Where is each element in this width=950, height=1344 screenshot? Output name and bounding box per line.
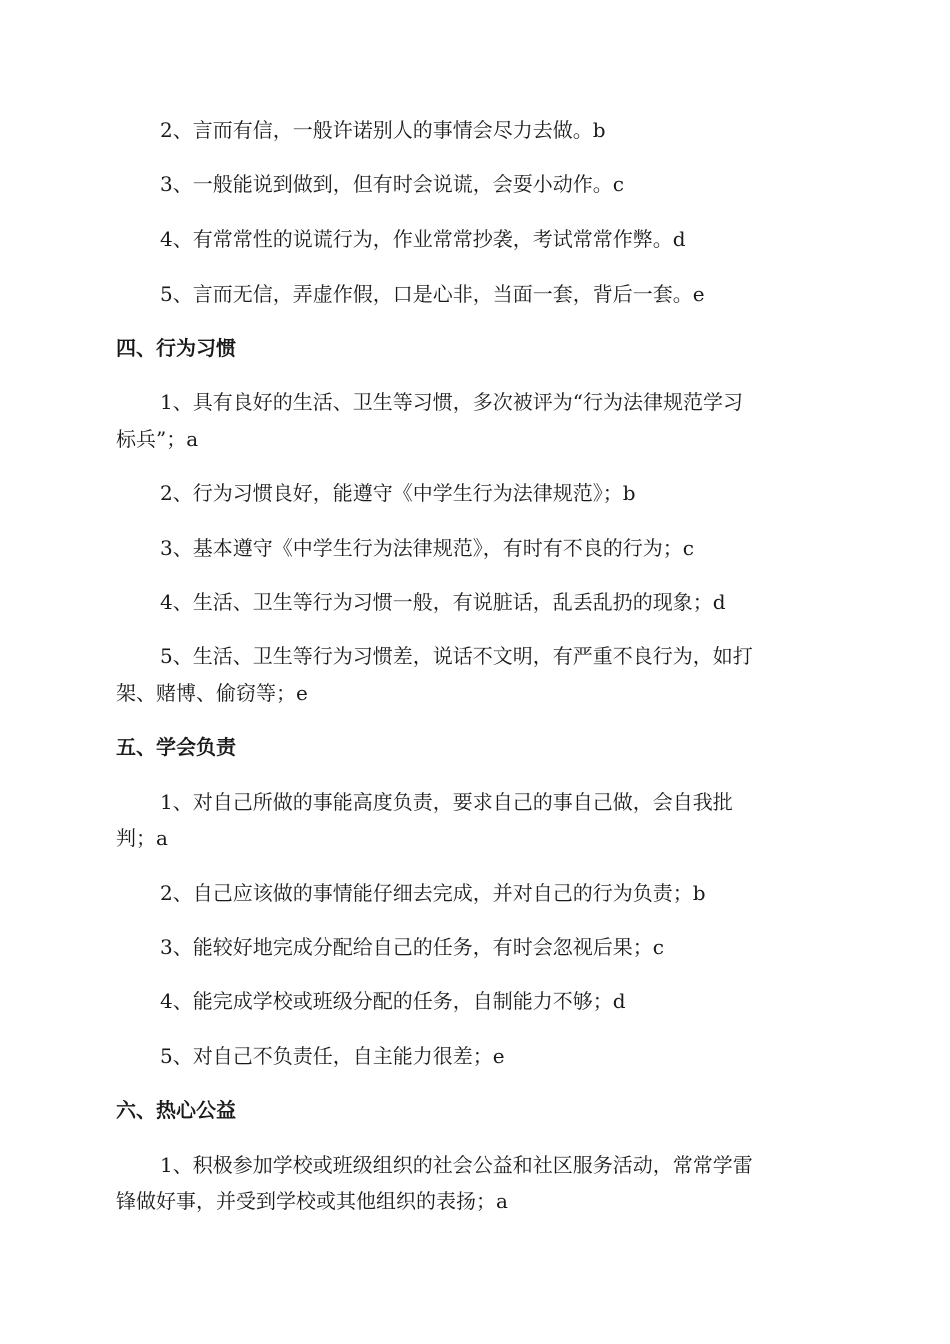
section-heading-responsibility: 五、学会负责: [116, 735, 236, 759]
responsibility-item-5: 5、对自己不负责任，自主能力很差；e: [160, 1044, 505, 1068]
responsibility-item-2: 2、自己应该做的事情能仔细去完成，并对自己的行为负责；b: [160, 881, 706, 905]
section-heading-behavior: 四、行为习惯: [116, 336, 236, 360]
public-welfare-item-1: 1、积极参加学校或班级组织的社会公益和社区服务活动，常常学雷: [160, 1153, 753, 1177]
integrity-item-2: 2、言而有信，一般许诺别人的事情会尽力去做。b: [160, 118, 606, 142]
behavior-item-1-continued: 标兵”；a: [116, 427, 199, 451]
public-welfare-item-1-continued: 锋做好事，并受到学校或其他组织的表扬；a: [116, 1189, 508, 1213]
behavior-item-2: 2、行为习惯良好，能遵守《中学生行为法律规范》；b: [160, 481, 636, 505]
behavior-item-4: 4、生活、卫生等行为习惯一般，有说脏话，乱丢乱扔的现象；d: [160, 590, 726, 614]
responsibility-item-4: 4、能完成学校或班级分配的任务，自制能力不够；d: [160, 989, 626, 1013]
integrity-item-4: 4、有常常性的说谎行为，作业常常抄袭，考试常常作弊。d: [160, 227, 686, 251]
responsibility-item-1: 1、对自己所做的事能高度负责，要求自己的事自己做，会自我批: [160, 790, 733, 814]
integrity-item-3: 3、一般能说到做到，但有时会说谎，会耍小动作。c: [160, 172, 624, 196]
behavior-item-1: 1、具有良好的生活、卫生等习惯，多次被评为“行为法律规范学习: [160, 390, 743, 414]
behavior-item-3: 3、基本遵守《中学生行为法律规范》，有时有不良的行为；c: [160, 536, 694, 560]
integrity-item-5: 5、言而无信，弄虚作假，口是心非，当面一套，背后一套。e: [160, 282, 705, 306]
behavior-item-5-continued: 架、赌博、偷窃等；e: [116, 681, 308, 705]
section-heading-public-welfare: 六、热心公益: [116, 1098, 236, 1122]
responsibility-item-1-continued: 判；a: [116, 826, 168, 850]
behavior-item-5: 5、生活、卫生等行为习惯差，说话不文明，有严重不良行为，如打: [160, 644, 753, 668]
responsibility-item-3: 3、能较好地完成分配给自己的任务，有时会忽视后果；c: [160, 935, 664, 959]
